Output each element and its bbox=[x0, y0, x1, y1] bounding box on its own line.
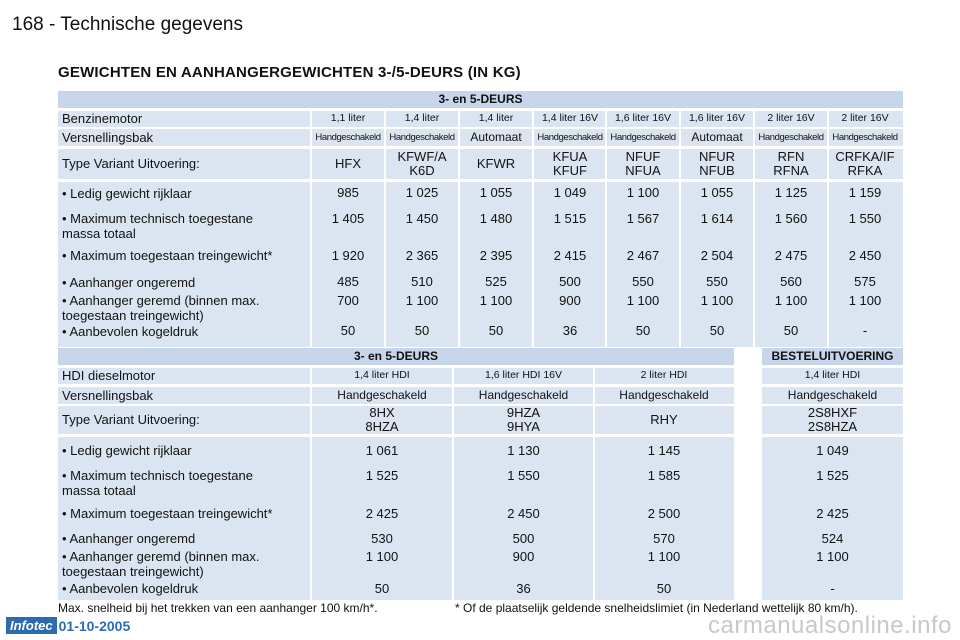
table1-gearbox-label: Versnellingsbak bbox=[62, 129, 154, 145]
table1-gearbox-cell: Handgeschakeld bbox=[389, 131, 455, 143]
table2-engine-cell: 1,6 liter HDI 16V bbox=[484, 369, 563, 382]
table1-type-cell: HFX bbox=[335, 156, 361, 172]
table1-gearbox-cell: Automaat bbox=[470, 130, 522, 145]
table1-value-cell: 1 100 bbox=[479, 293, 513, 309]
table2-value-cell: 500 bbox=[512, 531, 535, 547]
table1-value-cell: 1 055 bbox=[479, 185, 513, 201]
table1-value-cell: 1 100 bbox=[626, 293, 660, 309]
table2-row-label: • Ledig gewicht rijklaar bbox=[62, 443, 192, 458]
table1-value-cell: 50 bbox=[488, 323, 504, 339]
table1-value-cell: 510 bbox=[411, 274, 433, 290]
table2-value-cell: 1 145 bbox=[647, 443, 681, 459]
table1-type-cell: KFWF/A K6D bbox=[397, 149, 447, 178]
table1-column-divider bbox=[605, 111, 607, 347]
table2-value-cell: 1 061 bbox=[365, 443, 399, 459]
table1-value-cell: 1 405 bbox=[331, 211, 365, 227]
table2-row-label: • Aanhanger ongeremd bbox=[62, 531, 196, 546]
table1-value-cell: 1 920 bbox=[331, 248, 365, 264]
table1-value-cell: 1 049 bbox=[553, 185, 587, 201]
table2-type-cell: 8HX 8HZA bbox=[365, 405, 399, 434]
table1-type-label: Type Variant Uitvoering: bbox=[62, 156, 200, 172]
table1-engine-cell: 1,4 liter bbox=[404, 112, 440, 125]
table2-value-cell: 36 bbox=[516, 581, 531, 597]
page-title bbox=[12, 14, 243, 36]
table1-value-cell: 50 bbox=[709, 323, 725, 339]
table2-gearbox-cell: Handgeschakeld bbox=[787, 388, 878, 403]
table1-engine-cell: 2 liter 16V bbox=[841, 112, 889, 125]
table1-value-cell: 560 bbox=[780, 274, 802, 290]
table1-type-cell: KFWR bbox=[476, 156, 516, 172]
table1-value-cell: 550 bbox=[632, 274, 654, 290]
table1-value-cell: 700 bbox=[337, 293, 359, 309]
table2-row-label: • Maximum technisch toegestane massa totaal bbox=[62, 468, 253, 498]
table1-row-label: • Aanbevolen kogeldruk bbox=[62, 324, 199, 339]
table2-engine-cell: 2 liter HDI bbox=[640, 369, 688, 382]
table1-value-cell: 1 100 bbox=[774, 293, 808, 309]
watermark: carmanualsonline.info bbox=[708, 612, 952, 639]
table2-value-cell: 1 550 bbox=[507, 468, 540, 484]
table1-gearbox-cell: Handgeschakeld bbox=[537, 131, 603, 143]
table1-value-cell: 900 bbox=[559, 293, 581, 309]
table1-value-cell: 1 159 bbox=[848, 185, 882, 201]
table1-engine-label: Benzinemotor bbox=[62, 111, 143, 127]
table1-engine-cell: 1,4 liter bbox=[478, 112, 514, 125]
table1-gearbox-cell: Handgeschakeld bbox=[610, 131, 676, 143]
table1-type-cell: RFN RFNA bbox=[773, 149, 809, 178]
table1-value-cell: 1 480 bbox=[479, 211, 513, 227]
table1-value-cell: 1 515 bbox=[553, 211, 587, 227]
infotec-logo: Infotec bbox=[6, 617, 57, 634]
table1-value-cell: 2 475 bbox=[774, 248, 808, 264]
table2-value-cell: 1 525 bbox=[365, 468, 399, 484]
table1-row-label: • Ledig gewicht rijklaar bbox=[62, 186, 192, 201]
table1-value-cell: 1 614 bbox=[700, 211, 734, 227]
table1-value-cell: 985 bbox=[337, 185, 359, 201]
table1-value-cell: 2 415 bbox=[553, 248, 587, 264]
table2-type-cell: RHY bbox=[650, 412, 678, 428]
table2-value-cell: 1 100 bbox=[647, 549, 681, 565]
table2-engine-cell: 1,4 liter HDI bbox=[804, 369, 861, 382]
table2-row-label: • Aanbevolen kogeldruk bbox=[62, 581, 199, 596]
table2-group-header: 3- en 5-DEURS bbox=[58, 348, 734, 365]
table1-value-cell: 575 bbox=[854, 274, 876, 290]
table1-type-cell: NFUR NFUB bbox=[698, 149, 736, 178]
table2-value-cell: 1 130 bbox=[507, 443, 540, 459]
table2-type-label: Type Variant Uitvoering: bbox=[62, 412, 200, 428]
title-separator: - bbox=[48, 14, 56, 35]
table2-type-cell: 9HZA 9HYA bbox=[506, 405, 541, 434]
table2-row-label: • Aanhanger geremd (binnen max. toegestaan treingewicht) bbox=[62, 549, 260, 579]
table2-value-cell: 1 049 bbox=[816, 443, 849, 459]
table1-value-cell: 50 bbox=[414, 323, 430, 339]
table1-value-cell: 50 bbox=[635, 323, 651, 339]
table1-value-cell: 1 567 bbox=[626, 211, 660, 227]
table2-value-cell: 2 425 bbox=[816, 506, 849, 522]
table1-value-cell: 1 055 bbox=[700, 185, 734, 201]
infotec-footer bbox=[6, 617, 130, 634]
page-number: 168 bbox=[12, 14, 44, 35]
table2-group-header-right: BESTELUITVOERING bbox=[762, 348, 903, 365]
table1-value-cell: 50 bbox=[340, 323, 356, 339]
table1-value-cell: 2 450 bbox=[848, 248, 882, 264]
table2-gearbox-cell: Handgeschakeld bbox=[619, 388, 709, 403]
table1-value-cell: 2 504 bbox=[700, 248, 734, 264]
table2-row-label: • Maximum toegestaan treingewicht* bbox=[62, 506, 273, 521]
table2-value-cell: 50 bbox=[374, 581, 390, 597]
table1-value-cell: 1 450 bbox=[405, 211, 439, 227]
table1-type-cell: NFUF NFUA bbox=[625, 149, 661, 178]
table2-value-cell: 570 bbox=[653, 531, 675, 547]
table1-gearbox-cell: Automaat bbox=[691, 130, 743, 145]
table1-value-cell: 1 025 bbox=[405, 185, 439, 201]
table2-value-cell: 2 425 bbox=[365, 506, 399, 522]
table1-column-divider bbox=[458, 111, 460, 347]
table1-engine-cell: 1,4 liter 16V bbox=[541, 112, 599, 125]
table1-value-cell: 1 560 bbox=[774, 211, 808, 227]
table2-type-cell: 2S8HXF 2S8HZA bbox=[807, 405, 858, 434]
table2-value-cell: 1 585 bbox=[647, 468, 681, 484]
table1-value-cell: 485 bbox=[337, 274, 359, 290]
table2-gearbox-label: Versnellingsbak bbox=[62, 387, 154, 403]
table1-gearbox-cell: Handgeschakeld bbox=[758, 131, 824, 143]
table1-group-header: 3- en 5-DEURS bbox=[58, 91, 903, 108]
table1-value-cell: 1 100 bbox=[848, 293, 882, 309]
table1-row-label: • Maximum toegestaan treingewicht* bbox=[62, 248, 273, 263]
table1-value-cell: 1 100 bbox=[626, 185, 660, 201]
table1-engine-cell: 1,1 liter bbox=[330, 112, 366, 125]
table2-value-cell: 1 525 bbox=[816, 468, 849, 484]
page-heading: Technische gegevens bbox=[60, 14, 243, 35]
table1-value-cell: 2 395 bbox=[479, 248, 513, 264]
table1-row-label: • Maximum technisch toegestane massa totaal bbox=[62, 211, 253, 241]
footnote-towing-speed: Max. snelheid bij het trekken van een aanhanger 100 km/h*. bbox=[58, 601, 378, 615]
table1-column-divider bbox=[679, 111, 681, 347]
table2-engine-label: HDI dieselmotor bbox=[62, 368, 156, 384]
table2-value-cell: 1 100 bbox=[365, 549, 399, 565]
table1-column-divider bbox=[827, 111, 829, 347]
table1-value-cell: 50 bbox=[783, 323, 799, 339]
table1-type-cell: CRFKA/IF RFKA bbox=[835, 149, 895, 178]
table1-gearbox-cell: Handgeschakeld bbox=[315, 131, 381, 143]
table1-value-cell: 1 100 bbox=[405, 293, 439, 309]
table1-row-label: • Aanhanger geremd (binnen max. toegestaan treingewicht) bbox=[62, 293, 260, 323]
table1-gearbox-cell: Handgeschakeld bbox=[832, 131, 898, 143]
table1-value-cell: 36 bbox=[562, 323, 578, 339]
table2-value-cell: 50 bbox=[656, 581, 672, 597]
table1-engine-cell: 1,6 liter 16V bbox=[614, 112, 672, 125]
table1-row-label: • Aanhanger ongeremd bbox=[62, 275, 196, 290]
table1-value-cell: 1 550 bbox=[848, 211, 882, 227]
table1-engine-cell: 2 liter 16V bbox=[767, 112, 815, 125]
table1-value-cell: 2 365 bbox=[405, 248, 439, 264]
table1-value-cell: 500 bbox=[559, 274, 581, 290]
table1-column-divider bbox=[384, 111, 386, 347]
table1-value-cell: 1 125 bbox=[774, 185, 808, 201]
table1-type-cell: KFUA KFUF bbox=[552, 149, 588, 178]
table1-value-cell: 2 467 bbox=[626, 248, 660, 264]
table2-value-cell: 530 bbox=[371, 531, 393, 547]
table2-value-cell: 1 100 bbox=[816, 549, 849, 565]
footnote-speed-limit: * Of de plaatselijk geldende snelheidslimiet (in Nederland wettelijk 80 km/h). bbox=[455, 601, 858, 615]
section-title: GEWICHTEN EN AANHANGERGEWICHTEN 3-/5-DEURS (IN KG) bbox=[58, 64, 521, 81]
table2-value-cell: 2 450 bbox=[507, 506, 540, 522]
table1-column-divider bbox=[310, 111, 312, 347]
table2-value-cell: 524 bbox=[821, 531, 844, 547]
table2-value-cell: 2 500 bbox=[647, 506, 681, 522]
table1-engine-cell: 1,6 liter 16V bbox=[688, 112, 746, 125]
edition-date: 01-10-2005 bbox=[58, 617, 131, 634]
table2-value-cell: 900 bbox=[512, 549, 535, 565]
table1-column-divider bbox=[753, 111, 755, 347]
table1-value-cell: 1 100 bbox=[700, 293, 734, 309]
table1-value-cell: - bbox=[862, 323, 868, 339]
table1-value-cell: 550 bbox=[706, 274, 728, 290]
table2-engine-cell: 1,4 liter HDI bbox=[354, 369, 410, 382]
table2-value-cell: - bbox=[830, 581, 835, 597]
table1-column-divider bbox=[532, 111, 534, 347]
table2-gearbox-cell: Handgeschakeld bbox=[337, 388, 427, 403]
table2-gearbox-cell: Handgeschakeld bbox=[478, 388, 569, 403]
table1-value-cell: 525 bbox=[485, 274, 507, 290]
